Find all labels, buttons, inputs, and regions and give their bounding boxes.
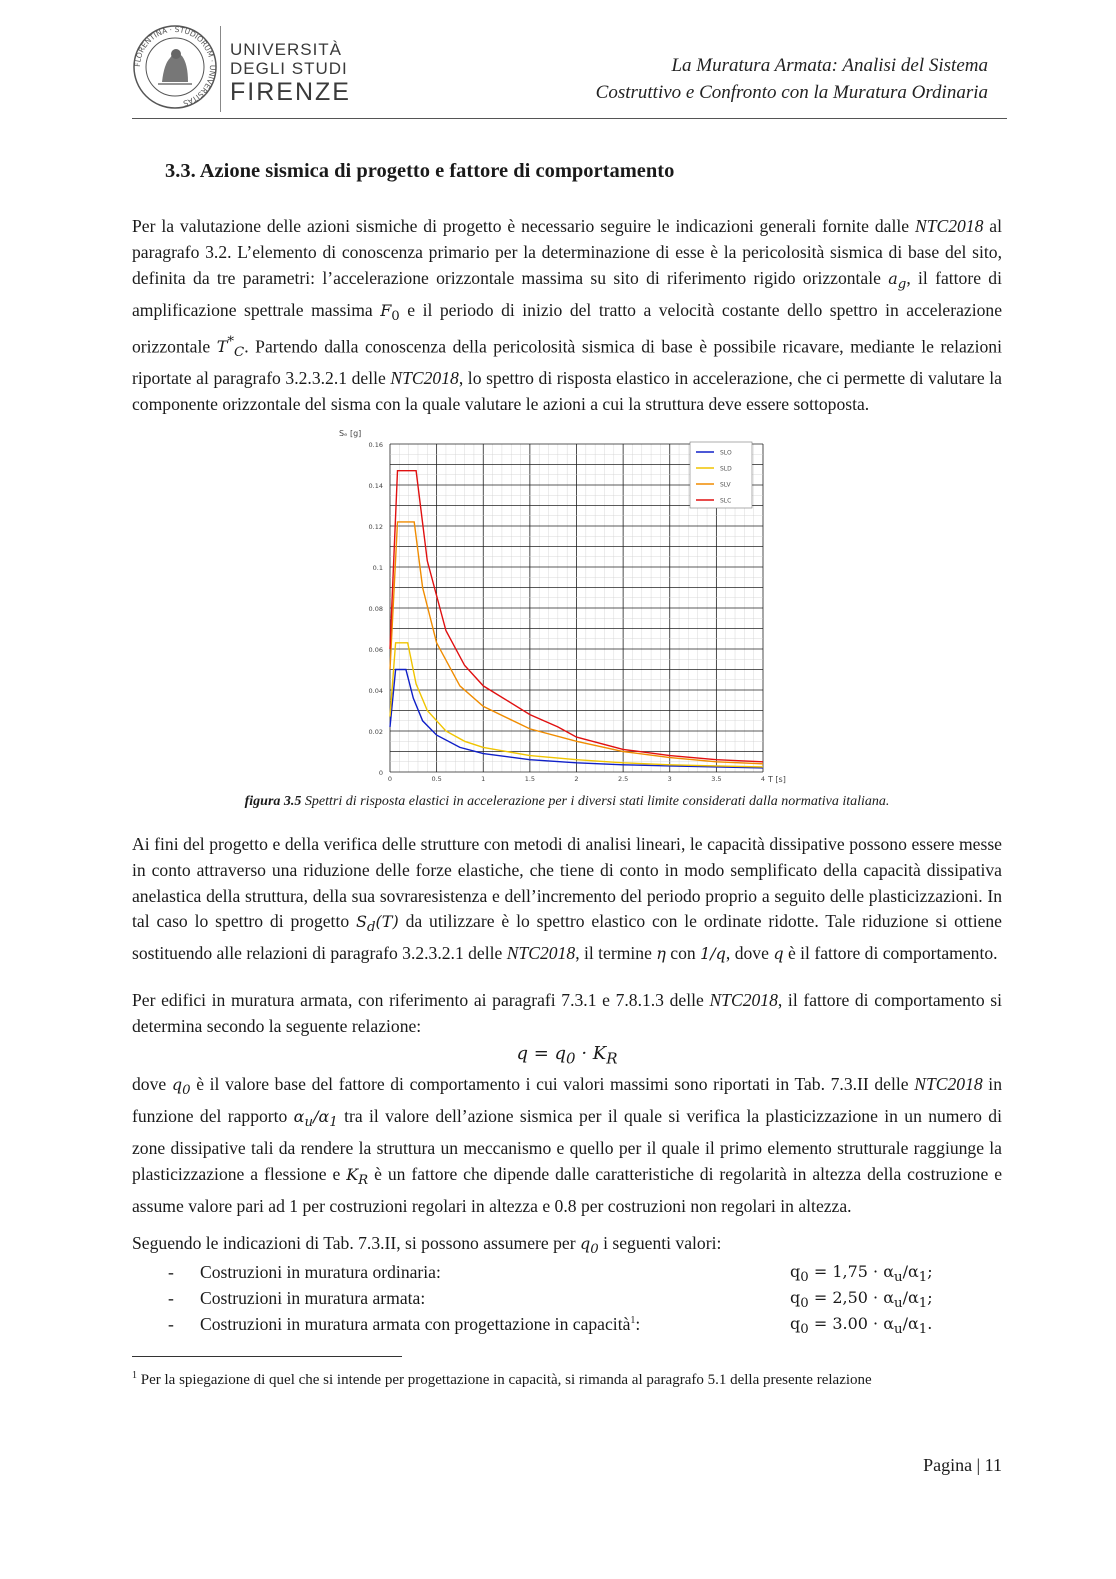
footnote-text: Per la spiegazione di quel che si intende per progettazione in capacità, si rimanda al paragrafo 5.1 della presente relazione	[137, 1372, 872, 1388]
math-q: q	[773, 944, 784, 964]
x-tick-label: 1	[481, 775, 486, 783]
text: Seguendo le indicazioni di Tab. 7.3.II, si possono assumere per	[132, 1233, 580, 1253]
document-title-line2: Costruttivo e Confronto con la Muratura Ordinaria	[595, 82, 988, 103]
text: , il fattore di amplificazione spettrale massima	[132, 267, 1002, 320]
university-seal-icon	[132, 24, 218, 110]
figure-label: figura 3.5	[244, 794, 302, 809]
legend-label: SLC	[720, 497, 732, 505]
math-tc: $T^*_C$	[216, 334, 245, 361]
math-q0: $q_0$	[171, 1075, 191, 1099]
university-logo	[132, 24, 351, 116]
footnote-mark: 1	[132, 1370, 137, 1381]
text: e il periodo di inizio del tratto a velocità costante dello spettro in accelerazione orizzontale	[132, 299, 1003, 356]
figure-caption	[132, 794, 1002, 810]
response-spectrum-chart	[335, 424, 795, 786]
ntc-reference: NTC2018	[390, 367, 459, 388]
y-tick-label: 0.12	[368, 523, 383, 531]
math-q0: $q_0$	[579, 1234, 599, 1258]
text: i seguenti valori:	[598, 1233, 722, 1253]
list-item: - Costruzioni in muratura armata con progettazione in capacità$^1$: $q_0 = 3.00 \cdot \alpha_u/\alpha_1$.	[168, 1314, 933, 1338]
text: . Partendo dalla conoscenza della pericolosità sismica di base è possibile ricavare, mediante le relazioni riportate al paragrafo 3.2.3.2.1 delle	[132, 335, 1002, 388]
y-tick-label: 0.04	[368, 687, 383, 695]
y-tick-label: 0.02	[368, 728, 383, 736]
figure-caption-text: Spettri di risposta elastici in accelerazione per i diversi stati limite considerati dalla normativa italiana.	[301, 794, 890, 809]
x-tick-label: 4	[760, 775, 766, 783]
chart-legend	[690, 442, 752, 508]
footnote-reference[interactable]: 1	[630, 1315, 636, 1327]
ntc-reference: NTC2018	[506, 943, 576, 964]
math-sd: $S_d(T)$	[356, 912, 399, 936]
seal-text: FLORENTINA · STUDIORUM · UNIVERSITAS	[132, 24, 218, 108]
text: , il termine	[575, 943, 657, 964]
text: con	[665, 943, 701, 964]
text: è un fattore che dipende dalle caratteristiche di regolarità in altezza della costruzione e assume valore pari ad 1 per costruzioni regolari in altezza e 0.8 per costruzioni non regolari in altezza.	[132, 1163, 1003, 1216]
university-name	[230, 40, 351, 106]
paragraph-q0-definition	[132, 1072, 1002, 1220]
text: Ai fini del progetto e della verifica delle strutture con metodi di analisi lineari, le capacità dissipative possono essere messe in conto attraverso una riduzione delle forze elastiche, che tiene di conto in modo semplificato della capacità dissipativa anelastica della struttura, della sua sovraresistenza e dell’incremento del periodo proprio a seguito delle plasticizzazioni. In tal caso lo spettro di progetto	[132, 834, 1002, 932]
x-tick-label: 3.5	[711, 775, 722, 783]
university-name-line3: FIRENZE	[230, 78, 351, 106]
y-tick-label: 0.14	[368, 482, 383, 490]
header-rule	[132, 118, 1007, 119]
logo-divider	[220, 26, 221, 112]
math-alpha-ratio: $\alpha_u/\alpha_1$	[293, 1106, 338, 1131]
ntc-reference: NTC2018	[914, 216, 984, 236]
page-number: Pagina | 11	[923, 1455, 1002, 1475]
behaviour-factor-formula: $q = q_0 \cdot K_R$	[516, 1043, 618, 1068]
x-tick-label: 0.5	[431, 775, 442, 783]
text: al paragrafo 3.2. L’elemento di conoscenza primario per la determinazione di esse è la pericolosità sismica di base del sito, definita da tre parametri: l’accelerazione orizzontale massima su sito di riferimento rigido orizzontale	[132, 216, 1002, 288]
footnote	[132, 1365, 1002, 1391]
math-one-over-q: 1/q	[700, 944, 726, 964]
ntc-reference: NTC2018	[914, 1074, 983, 1094]
paragraph-q0-values-intro	[132, 1231, 1002, 1263]
footnote-rule	[132, 1356, 402, 1357]
document-title	[596, 52, 988, 106]
text: tra il valore dell’azione sismica per il quale si verifica la plasticizzazione in un numero di zone dissipative tali da rendere la struttura un meccanismo e quello per il quale il primo elemento strutturale raggiunge la plasticizzazione a flessione e	[132, 1105, 1002, 1184]
y-tick-label: 0	[378, 769, 383, 777]
text: in funzione del rapporto	[132, 1074, 1002, 1126]
math-eta: η	[656, 944, 666, 964]
text: da utilizzare è lo spettro elastico con le ordinate ridotte. Tale riduzione si ottiene sostituendo alle relazioni di paragrafo 3.2.3.2.1 delle	[132, 911, 1002, 964]
paragraph-intro	[132, 214, 1002, 417]
x-tick-label: 2.5	[617, 775, 629, 783]
chart-x-axis-label: T [s]	[768, 775, 786, 784]
text: è il fattore di comportamento.	[783, 943, 998, 964]
chart-y-axis-label: Sₑ [g]	[339, 429, 362, 438]
x-tick-label: 1.5	[524, 775, 536, 783]
math-f0: $F_0$	[380, 300, 400, 324]
x-tick-label: 2	[574, 775, 579, 783]
list-item: - Costruzioni in muratura armata: $q_0 = 2,50 \cdot \alpha_u/\alpha_1$;	[168, 1288, 933, 1312]
math-kr: $K_R$	[346, 1164, 369, 1188]
text: , il fattore di comportamento si determina secondo la seguente relazione:	[132, 990, 1003, 1036]
text: Per edifici in muratura armata, con riferimento ai paragrafi 7.3.1 e 7.8.1.3 delle	[132, 990, 710, 1010]
section-title: 3.3. Azione sismica di progetto e fattore di comportamento	[165, 160, 675, 182]
text: dove	[132, 1074, 172, 1094]
legend-label: SLV	[720, 481, 731, 489]
text: , dove	[725, 943, 774, 964]
ntc-reference: NTC2018	[709, 990, 778, 1010]
y-tick-label: 0.1	[372, 564, 383, 572]
y-tick-label: 0.06	[368, 646, 383, 654]
x-tick-label: 3	[667, 775, 672, 783]
y-tick-label: 0.16	[368, 441, 383, 449]
university-name-line2: DEGLI STUDI	[230, 59, 348, 78]
university-name-line1: UNIVERSITÀ	[230, 40, 343, 59]
x-tick-label: 0	[387, 775, 393, 783]
legend-label: SLO	[720, 449, 732, 457]
y-tick-label: 0.08	[368, 605, 383, 613]
legend-label: SLD	[720, 465, 732, 473]
math-ag: $a_g$	[888, 268, 907, 292]
paragraph-behaviour-factor	[132, 988, 1002, 1040]
text: Per la valutazione delle azioni sismiche di progetto è necessario seguire le indicazioni generali fornite dalle	[132, 216, 915, 236]
text: è il valore base del fattore di comportamento i cui valori massimi sono riportati in Tab. 7.3.II delle	[190, 1074, 915, 1094]
text: , lo spettro di risposta elastico in accelerazione, che ci permette di valutare la componente orizzontale del sisma con la quale valutare le azioni a cui la struttura deve essere sottoposta.	[132, 367, 1002, 414]
paragraph-design-spectrum	[132, 832, 1002, 967]
document-title-line1: La Muratura Armata: Analisi del Sistema	[671, 55, 988, 76]
list-item: - Costruzioni in muratura ordinaria: $q_0 = 1,75 \cdot \alpha_u/\alpha_1$;	[168, 1262, 933, 1286]
